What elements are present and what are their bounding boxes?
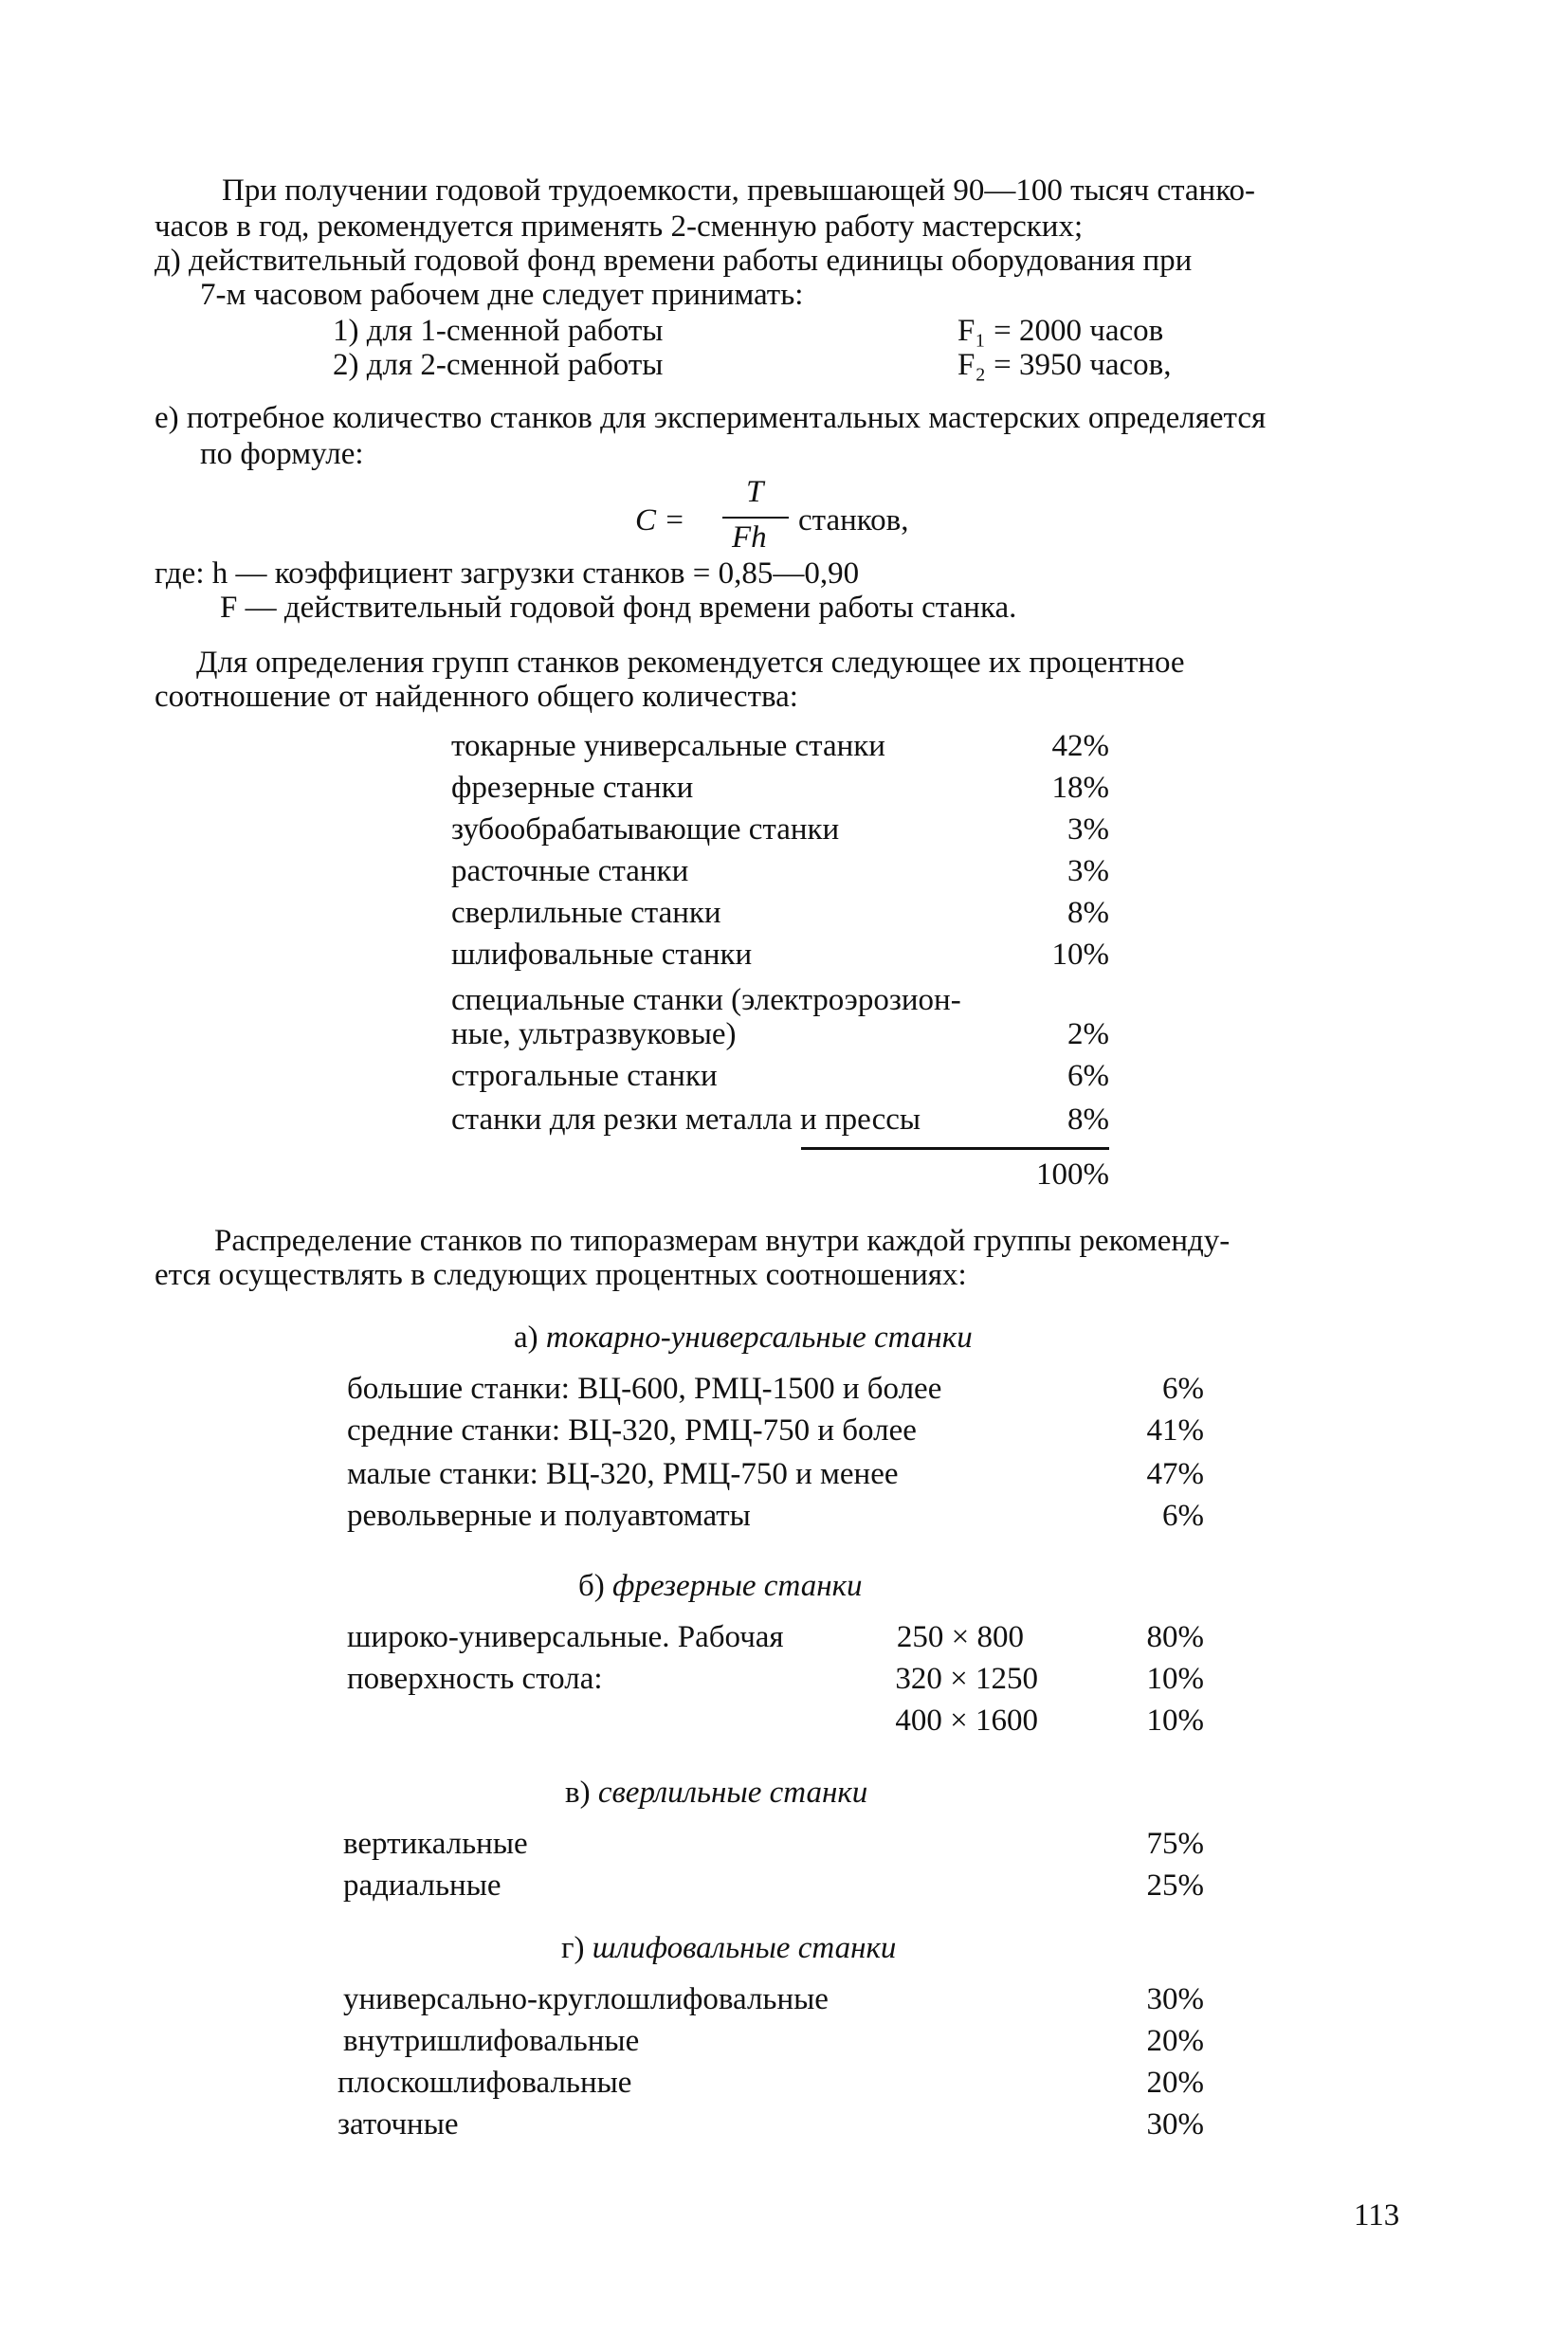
item-d-line-2: 7-м часовом рабочем дне следует принимать: bbox=[200, 278, 804, 312]
section-a-row-pct: 6% bbox=[1162, 1372, 1204, 1406]
group-name: зубообрабатывающие станки bbox=[451, 812, 840, 847]
group-name: шлифовальные станки bbox=[451, 938, 753, 972]
section-b-row-size: 250 × 800 bbox=[896, 1620, 1024, 1654]
group-name: сверлильные станки bbox=[451, 896, 721, 930]
section-g-row-name: плоскошлифовальные bbox=[337, 2066, 632, 2100]
group-pct: 42% bbox=[1051, 729, 1109, 763]
section-a-row-name: малые станки: ВЦ-320, РМЦ-750 и менее bbox=[347, 1457, 899, 1491]
section-v-row-pct: 75% bbox=[1146, 1827, 1204, 1861]
group-pct: 18% bbox=[1051, 771, 1109, 805]
intro-line-2: часов в год, рекомендуется применять 2-сменную работу мастерских; bbox=[155, 210, 1084, 244]
section-b-row-pct: 10% bbox=[1146, 1662, 1204, 1696]
section-g-title: шлифовальные станки bbox=[592, 1931, 897, 1965]
formula-denominator: Fh bbox=[732, 520, 767, 555]
groups-intro-line-1: Для определения групп станков рекомендуется следующее их процентное bbox=[196, 646, 1185, 680]
where-f-line: F — действительный годовой фонд времени работы станка. bbox=[220, 591, 1017, 625]
fraction-bar bbox=[722, 517, 789, 519]
section-b-row-name: широко-универсальные. Рабочая bbox=[347, 1620, 784, 1654]
distribution-intro-line-2: ется осуществлять в следующих процентных соотношениях: bbox=[155, 1258, 967, 1292]
section-b-row-pct: 80% bbox=[1146, 1620, 1204, 1654]
formula-numerator: T bbox=[746, 475, 764, 509]
group-name: расточные станки bbox=[451, 854, 689, 888]
section-v-row-name: радиальные bbox=[343, 1868, 501, 1903]
section-g-row-pct: 30% bbox=[1146, 2107, 1204, 2141]
group-name: фрезерные станки bbox=[451, 771, 694, 805]
section-g-heading bbox=[561, 1930, 896, 1966]
shift-2-value: F₂ = 3950 часов, bbox=[957, 348, 1172, 382]
section-v-title: сверлильные станки bbox=[597, 1776, 868, 1810]
group-name: ные, ультразвуковые) bbox=[451, 1017, 737, 1051]
section-a-prefix: а) bbox=[514, 1321, 538, 1355]
total-rule bbox=[801, 1147, 1109, 1150]
section-a-row-name: средние станки: ВЦ-320, РМЦ-750 и более bbox=[347, 1413, 917, 1448]
group-pct: 6% bbox=[1067, 1059, 1109, 1093]
section-a-row-pct: 47% bbox=[1146, 1457, 1204, 1491]
intro-line-1: При получении годовой трудоемкости, превышающей 90—100 тысяч станко- bbox=[222, 173, 1256, 208]
group-name: токарные универсальные станки bbox=[451, 729, 885, 763]
item-e-line-2: по формуле: bbox=[200, 437, 364, 471]
distribution-intro-line-1: Распределение станков по типоразмерам внутри каждой группы рекоменду- bbox=[214, 1224, 1231, 1258]
section-g-row-name: заточные bbox=[337, 2107, 459, 2141]
section-b-row-size: 320 × 1250 bbox=[895, 1662, 1038, 1696]
section-a-row-name: револьверные и полуавтоматы bbox=[347, 1499, 751, 1533]
groups-intro-line-2: соотношение от найденного общего количества: bbox=[155, 680, 798, 714]
group-name: строгальные станки bbox=[451, 1059, 718, 1093]
section-b-prefix: б) bbox=[578, 1569, 605, 1603]
section-v-row-pct: 25% bbox=[1146, 1868, 1204, 1903]
section-a-row-pct: 6% bbox=[1162, 1499, 1204, 1533]
section-b-row-pct: 10% bbox=[1146, 1704, 1204, 1738]
group-pct: 8% bbox=[1067, 896, 1109, 930]
section-g-row-pct: 30% bbox=[1146, 1982, 1204, 2016]
formula-suffix: станков, bbox=[798, 503, 909, 538]
section-b-row-size: 400 × 1600 bbox=[895, 1704, 1038, 1738]
where-h-line: где: h — коэффициент загрузки станков = 0,85—0,90 bbox=[155, 556, 860, 591]
section-a-heading bbox=[514, 1320, 973, 1356]
group-pct: 8% bbox=[1067, 1103, 1109, 1137]
section-b-row-name: поверхность стола: bbox=[347, 1662, 603, 1696]
item-e-line-1: е) потребное количество станков для экспериментальных мастерских определяется bbox=[155, 401, 1267, 435]
formula-lhs: C = bbox=[635, 503, 685, 538]
shift-1-value: F₁ = 2000 часов bbox=[957, 314, 1164, 348]
group-name: станки для резки металла и прессы bbox=[451, 1103, 921, 1137]
section-g-row-pct: 20% bbox=[1146, 2066, 1204, 2100]
group-pct: 3% bbox=[1067, 854, 1109, 888]
section-b-heading bbox=[578, 1568, 863, 1604]
group-pct: 3% bbox=[1067, 812, 1109, 847]
section-a-row-pct: 41% bbox=[1146, 1413, 1204, 1448]
section-g-row-name: универсально-круглошлифовальные bbox=[343, 1982, 829, 2016]
section-g-row-pct: 20% bbox=[1146, 2024, 1204, 2058]
section-g-prefix: г) bbox=[561, 1931, 585, 1965]
group-pct: 2% bbox=[1067, 1017, 1109, 1051]
shift-1-label: 1) для 1-сменной работы bbox=[333, 314, 664, 348]
group-pct: 10% bbox=[1051, 938, 1109, 972]
section-b-title: фрезерные станки bbox=[612, 1569, 863, 1603]
formula bbox=[635, 474, 957, 559]
section-a-row-name: большие станки: ВЦ-600, РМЦ-1500 и более bbox=[347, 1372, 942, 1406]
section-v-row-name: вертикальные bbox=[343, 1827, 528, 1861]
groups-total: 100% bbox=[1036, 1157, 1109, 1192]
group-name: специальные станки (электроэрозион- bbox=[451, 983, 961, 1017]
section-v-prefix: в) bbox=[565, 1776, 591, 1810]
section-g-row-name: внутришлифовальные bbox=[343, 2024, 640, 2058]
page-number: 113 bbox=[1354, 2198, 1400, 2233]
section-v-heading bbox=[565, 1775, 867, 1811]
item-d-line-1: д) действительный годовой фонд времени работы единицы оборудования при bbox=[155, 244, 1193, 278]
shift-2-label: 2) для 2-сменной работы bbox=[333, 348, 664, 382]
section-a-title: токарно-универсальные станки bbox=[545, 1321, 973, 1355]
